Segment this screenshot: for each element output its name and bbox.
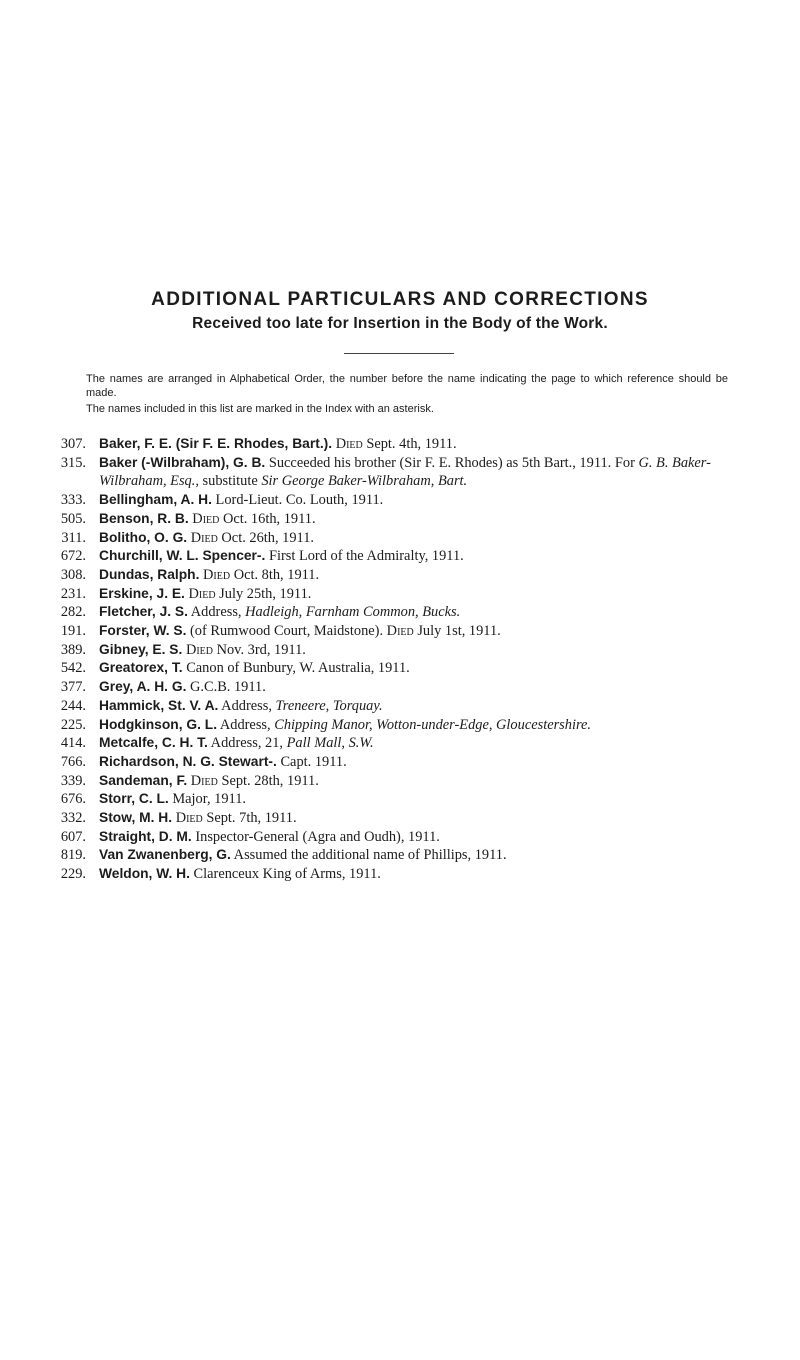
entry-text <box>99 659 753 678</box>
entry-detail: G.C.B. 1911. <box>186 679 266 696</box>
entry-name: Greatorex, T. <box>99 660 183 676</box>
entry-text <box>99 641 753 660</box>
entry-detail: Oct. 26th, 1911. <box>217 529 315 546</box>
entry-row <box>53 585 753 604</box>
entry-name: Sandeman, F. <box>99 772 188 788</box>
entry-detail: Oct. 16th, 1911. <box>219 510 316 527</box>
entry-page-number: 505. <box>60 510 86 527</box>
entry-page-number: 414. <box>60 735 86 752</box>
entry-name: Forster, W. S. <box>99 623 187 639</box>
entry-name: Benson, R. B. <box>99 510 189 526</box>
entry-italic: Hadleigh, Farnham Common, Bucks. <box>245 604 461 621</box>
entry-detail: July 25th, 1911. <box>215 585 312 602</box>
entry-page-number: 282. <box>60 604 86 621</box>
entries-list <box>53 435 753 884</box>
entry-detail: Clarenceux King of Arms, 1911. <box>189 866 381 883</box>
entry-page-number: 225. <box>60 716 86 733</box>
entry-detail: Oct. 8th, 1911. <box>230 566 320 583</box>
entry-page-number: 191. <box>60 623 86 640</box>
entry-detail: Address, 21, <box>207 735 287 752</box>
entry-row <box>53 846 753 865</box>
entry-text <box>99 510 753 529</box>
entry-detail: Capt. 1911. <box>276 753 347 770</box>
entry-row <box>53 659 753 678</box>
entry-row <box>53 603 753 622</box>
entry-detail: Assumed the additional name of Phillips, 1911. <box>230 847 507 864</box>
entry-text <box>99 435 753 454</box>
entry-text <box>99 585 753 604</box>
entry-text <box>99 566 753 585</box>
entry-page-number: 332. <box>60 810 86 827</box>
entry-page-number: 676. <box>60 791 86 808</box>
entry-text <box>99 865 753 884</box>
entry-detail: Inspector-General (Agra and Oudh), 1911. <box>191 828 440 845</box>
entry-page-number: 339. <box>60 772 86 789</box>
entry-detail: (of Rumwood Court, Maidstone). <box>186 623 387 640</box>
entry-text <box>99 454 753 491</box>
page-title: ADDITIONAL PARTICULARS AND CORRECTIONS <box>151 289 649 310</box>
entry-name: Erskine, J. E. <box>99 585 185 601</box>
entry-text <box>99 603 753 622</box>
entry-name: Stow, M. H. <box>99 810 173 826</box>
entry-detail: Canon of Bunbury, W. Australia, 1911. <box>182 660 410 677</box>
entry-page-number: 333. <box>60 492 86 509</box>
entry-text <box>99 809 753 828</box>
entry-name: Weldon, W. H. <box>99 866 190 882</box>
entry-text <box>99 734 753 753</box>
entry-name: Metcalfe, C. H. T. <box>99 735 208 751</box>
entry-name: Straight, D. M. <box>99 828 192 844</box>
entry-row <box>53 734 753 753</box>
entry-name: Hodgkinson, G. L. <box>99 716 218 732</box>
entry-name: Grey, A. H. G. <box>99 679 187 695</box>
entry-italic: Treneere, Torquay. <box>275 697 383 714</box>
entry-row <box>53 566 753 585</box>
entry-name: Van Zwanenberg, G. <box>99 847 231 863</box>
entry-name: Richardson, N. G. Stewart-. <box>99 753 277 769</box>
entry-row <box>53 454 753 491</box>
entry-text <box>99 622 753 641</box>
entry-page-number: 389. <box>60 641 86 658</box>
entry-name: Bolitho, O. G. <box>99 529 188 545</box>
entry-detail: Nov. 3rd, 1911. <box>213 641 306 658</box>
entry-italic: Sir George Baker-Wilbraham, Bart. <box>261 473 468 490</box>
entry-italic: Chipping Manor, Wotton-under-Edge, Gloucestershire. <box>274 716 592 733</box>
entry-text <box>99 547 753 566</box>
entry-name: Gibney, E. S. <box>99 641 183 657</box>
entry-died: Died <box>190 529 218 546</box>
entry-detail: Address, <box>218 697 276 714</box>
entry-name: Churchill, W. L. Spencer-. <box>99 548 266 564</box>
entry-italic: G. B. Baker-Wilbraham, Esq., <box>99 454 711 490</box>
entry-text <box>99 753 753 772</box>
entry-name: Baker (-Wilbraham), G. B. <box>99 454 266 470</box>
note-alphabetical-order: The names are arranged in Alphabetical Order, the number before the name indicating the page to which reference should be made. <box>86 373 728 399</box>
entry-row <box>53 510 753 529</box>
entry-name: Baker, F. E. (Sir F. E. Rhodes, Bart.). <box>99 436 333 451</box>
entry-row <box>53 772 753 791</box>
entry-page-number: 766. <box>60 753 86 770</box>
entry-row <box>53 790 753 809</box>
entry-detail: Sept. 4th, 1911. <box>362 436 457 452</box>
entry-detail: Sept. 28th, 1911. <box>217 772 319 789</box>
entry-page-number: 315. <box>60 454 86 471</box>
entry-page-number: 607. <box>60 828 86 845</box>
entry-row <box>53 753 753 772</box>
divider-rule <box>344 353 454 354</box>
entry-text <box>99 529 753 548</box>
entry-page-number: 229. <box>60 866 86 883</box>
entry-died: Died <box>386 623 414 640</box>
entry-name: Fletcher, J. S. <box>99 604 188 620</box>
entry-text <box>99 491 753 510</box>
entry-detail: Succeeded his brother (Sir F. E. Rhodes) as 5th Bart., 1911. For <box>265 454 639 471</box>
entry-page-number: 311. <box>61 529 86 546</box>
entry-text <box>99 716 753 735</box>
entry-page-number: 308. <box>60 566 86 583</box>
entry-name: Storr, C. L. <box>99 791 169 807</box>
entry-text <box>99 828 753 847</box>
entry-detail: Sept. 7th, 1911. <box>202 810 297 827</box>
entry-name: Dundas, Ralph. <box>99 566 200 582</box>
entry-detail: July 1st, 1911. <box>413 623 501 640</box>
entry-died: Died <box>188 585 216 602</box>
entry-row <box>53 529 753 548</box>
entry-detail: Address, <box>217 716 275 733</box>
entry-row <box>53 641 753 660</box>
entry-name: Hammick, St. V. A. <box>99 697 219 713</box>
entry-name: Bellingham, A. H. <box>99 492 212 508</box>
entry-row <box>53 491 753 510</box>
entry-text <box>99 697 753 716</box>
entry-page-number: 244. <box>60 697 86 714</box>
entry-row <box>53 828 753 847</box>
entry-detail: Lord-Lieut. Co. Louth, 1911. <box>211 492 384 509</box>
entry-text <box>99 678 753 697</box>
entry-detail: First Lord of the Admiralty, 1911. <box>265 548 464 565</box>
entry-page-number: 307. <box>60 436 86 452</box>
entry-row <box>53 697 753 716</box>
entry-died: Died <box>190 772 218 789</box>
entry-detail: substitute <box>198 473 262 490</box>
note-asterisk: The names included in this list are marked in the Index with an asterisk. <box>86 403 434 415</box>
entry-died: Died <box>192 510 220 527</box>
entry-died: Died <box>335 436 363 452</box>
entry-died: Died <box>203 566 231 583</box>
entry-page-number: 231. <box>60 585 86 602</box>
entry-row <box>53 678 753 697</box>
entry-page-number: 377. <box>60 679 86 696</box>
entry-page-number: 542. <box>60 660 86 677</box>
entry-text <box>99 772 753 791</box>
entry-row <box>53 809 753 828</box>
page-subtitle: Received too late for Insertion in the Body of the Work. <box>192 315 608 332</box>
entry-text <box>99 790 753 809</box>
entry-died: Died <box>185 641 213 658</box>
entry-row <box>53 547 753 566</box>
entry-row <box>53 435 753 454</box>
entry-italic: Pall Mall, S.W. <box>286 735 374 752</box>
entry-detail: Major, 1911. <box>168 791 246 808</box>
entry-page-number: 819. <box>60 847 86 864</box>
entry-died: Died <box>175 810 203 827</box>
entry-text <box>99 846 753 865</box>
entry-page-number: 672. <box>60 548 86 565</box>
entry-row <box>53 716 753 735</box>
entry-row <box>53 622 753 641</box>
entry-row <box>53 865 753 884</box>
entry-detail: Address, <box>187 604 246 621</box>
